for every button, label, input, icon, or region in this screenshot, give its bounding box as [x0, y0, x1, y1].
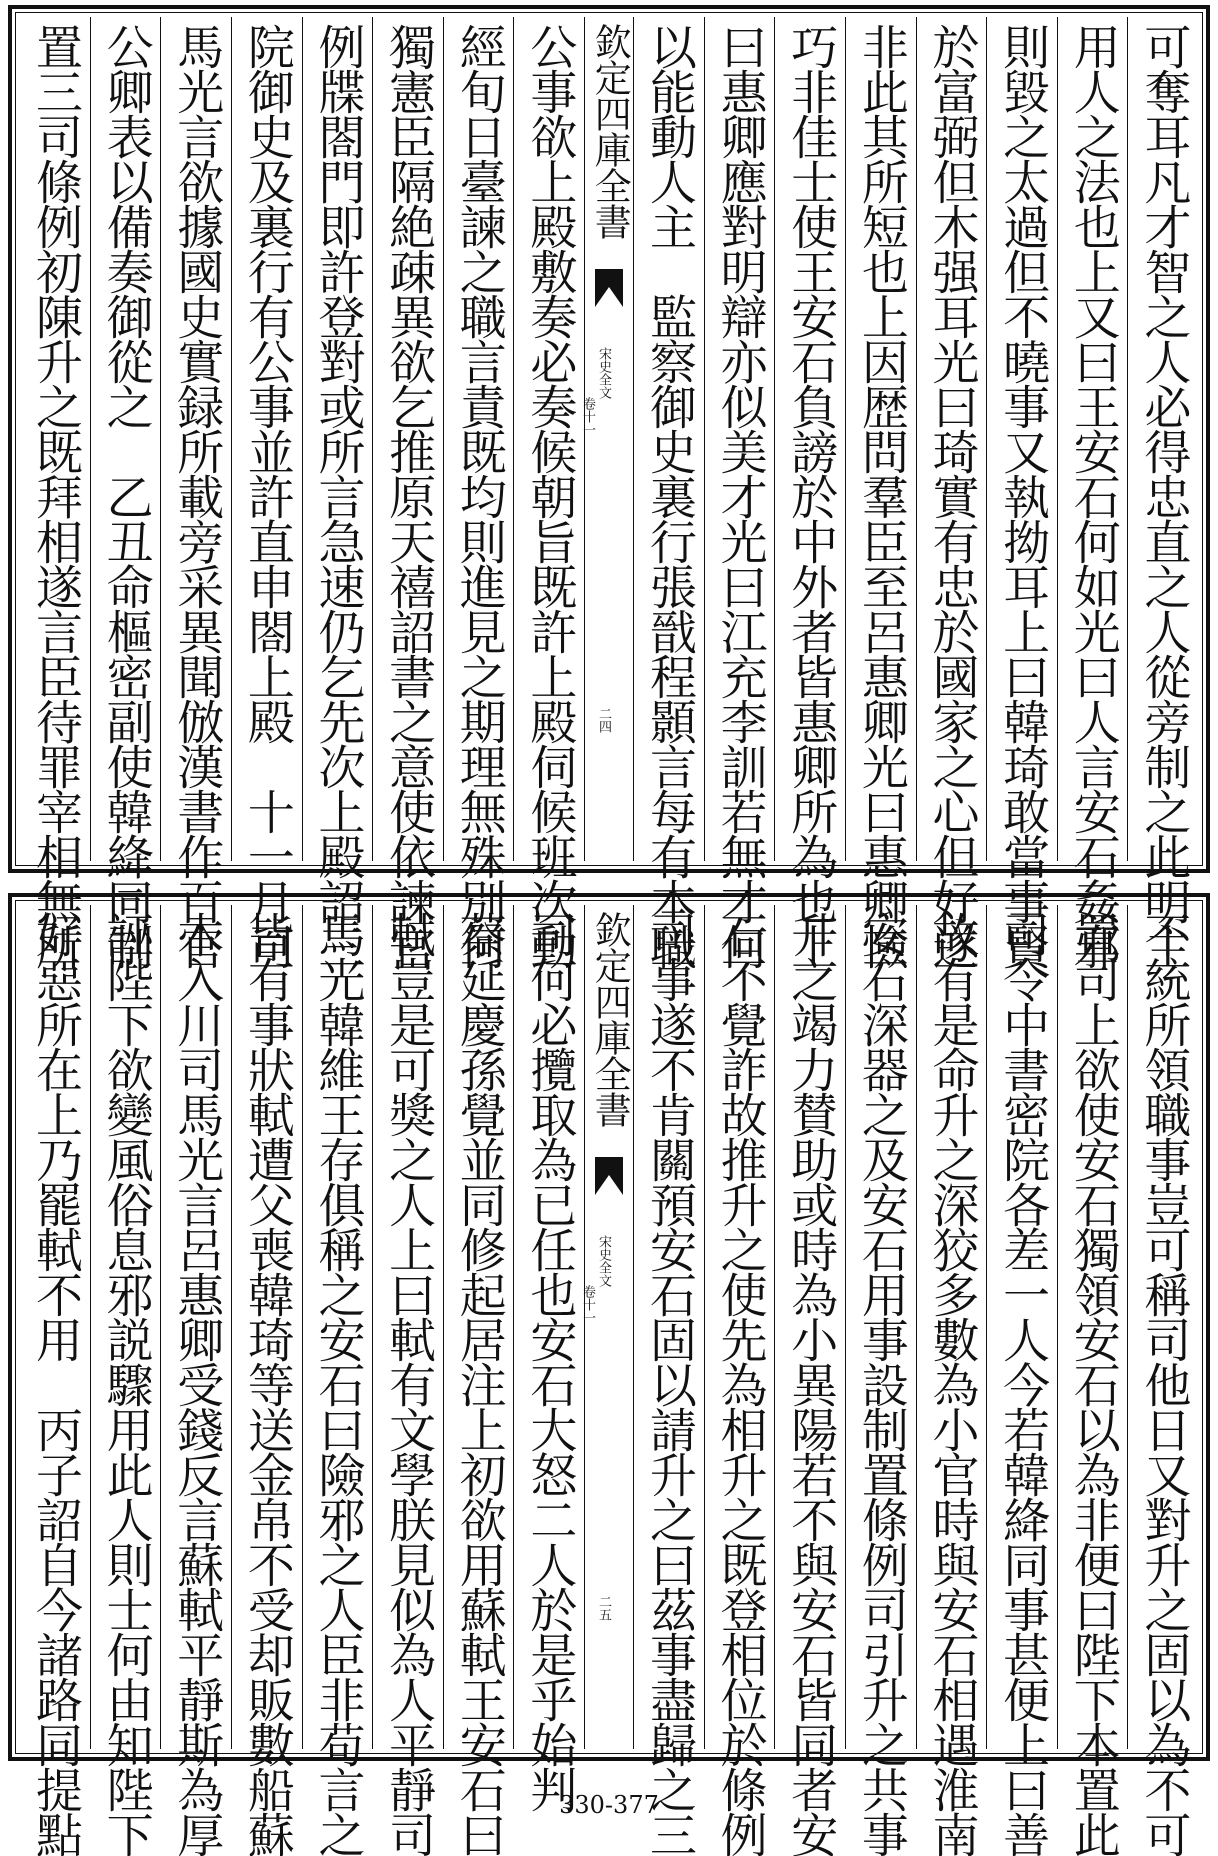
text-column: 司令中書密院各差一人今若韓絳同事甚便上曰善 — [986, 905, 1057, 1749]
fish-tail-icon — [595, 269, 623, 307]
text-column: 皆有事狀軾遭父喪韓琦等送金帛不受却販數船蘇 — [231, 905, 302, 1749]
text-column: 安石深器之及安石用事設制置條例司引升之共事 — [845, 905, 916, 1749]
text-column: 誣陛下欲變風俗息邪説驟用此人則士何由知陛下 — [90, 905, 161, 1749]
text-column: 石不覺詐故推升之使先為相升之既登相位於條例 — [704, 905, 775, 1749]
text-column: 院御史及裏行有公事並許直申閤上殿 十一月司 — [231, 17, 302, 861]
text-column: 經旬日臺諫之職言責既均則進見之期理無殊別何 — [443, 17, 514, 861]
book-title: 宋史全文 — [596, 347, 611, 399]
text-column: 例牒閤門即許登對或所言急速仍乞先次上殿詔三 — [302, 17, 373, 861]
text-column: 司事遂不肯關預安石固以請升之曰茲事盡歸之三 — [633, 905, 704, 1749]
page-number-footer: 330-377 — [559, 1791, 659, 1819]
text-column: 木入川司馬光言呂惠卿受錢反言蘇軾平靜斯為厚 — [160, 905, 231, 1749]
text-column: 升之竭力賛助或時為小異陽若不與安石皆同者安 — [774, 905, 845, 1749]
text-column: 公卿表以備奏御從之 乙丑命樞密副使韓絳同制 — [90, 17, 161, 861]
text-column: 馬光言欲據國史實録所載旁采異聞倣漢書作百官 — [160, 17, 231, 861]
header-title: 欽定四庫全書 — [588, 23, 632, 239]
text-column: 以能動人主 監察御史裏行張戩程顥言每有本職 — [633, 17, 704, 861]
text-column: 獨憲臣隔絶疎異欲乞推原天禧詔書之意使依諫官 — [372, 17, 443, 861]
text-column: 則毀之太過但不曉事又執拗耳上曰韓琦敢當事賢 — [986, 17, 1057, 861]
header-title: 欽定四庫全書 — [588, 911, 632, 1127]
center-fold — [580, 905, 633, 1749]
volume-label: 卷十一 — [580, 1285, 595, 1324]
text-column: 可奪耳凡才智之人必得忠直之人從旁制之此明主 — [1127, 17, 1198, 861]
text-column: 司何必攬取為已任也安石大怒二人於是乎始判 — [513, 905, 584, 1749]
page-1-columns — [20, 17, 1198, 968]
text-column: 非此其所短也上因歴問羣臣至呂惠卿光曰惠卿憸 — [845, 17, 916, 861]
text-column: 巧非佳士使王安石負謗於中外者皆惠卿所為也上 — [774, 17, 845, 861]
text-column: 置三司條例初陳升之既拜相遂言臣待罪宰相無所 — [28, 23, 83, 968]
center-fold — [580, 17, 633, 861]
text-column: 故有是命升之深狡多數為小官時與安石相遇淮南 — [916, 905, 987, 1749]
text-column: 不統所領職事豈可稱司他日又對升之固以為不可 — [1127, 905, 1198, 1749]
folio-number: 二五 — [596, 1595, 611, 1621]
text-column: 用人之法也上又曰王安石何如光曰人言安石姦邪 — [1057, 17, 1128, 861]
folio-number: 二四 — [596, 707, 611, 733]
text-column: 置司上欲使安石獨領安石以為非便曰陛下本置此 — [1057, 905, 1128, 1749]
text-column: 蔡延慶孫覺並同修起居注上初欲用蘇軾王安石曰 — [443, 905, 514, 1749]
book-title: 宋史全文 — [596, 1235, 611, 1287]
text-column: 曰惠卿應對明辯亦似美才光曰江充李訓若無才何 — [704, 17, 775, 861]
text-column: 於富弼但木强耳光曰琦實有忠於國家之心但好遂 — [916, 17, 987, 861]
text-column: 軾豈是可獎之人上曰軾有文學朕見似為人平靜司 — [372, 905, 443, 1749]
fish-tail-icon — [595, 1157, 623, 1195]
book-page-1 — [8, 5, 1210, 968]
text-column: 好惡所在上乃罷軾不用 丙子詔自今諸路同提點 — [28, 911, 83, 1856]
volume-label: 卷十一 — [580, 397, 595, 436]
text-column: 公事欲上殿敷奏必奏候朝旨既許上殿伺候班次動 — [513, 17, 584, 861]
text-column: 馬光韓維王存俱稱之安石曰險邪之人臣非苟言之 — [302, 905, 373, 1749]
